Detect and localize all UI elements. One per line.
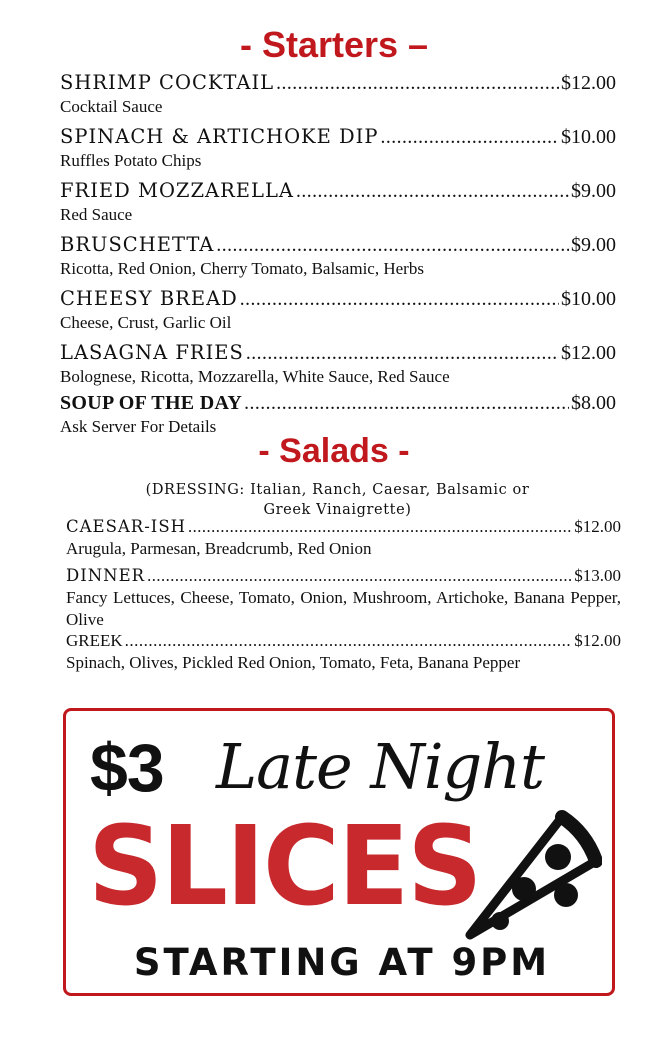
item-price: $9.00 [571,180,616,202]
dressing-note-line: Greek Vinaigrette) [263,502,412,518]
item-description: Red Sauce [60,205,133,224]
item-name: LASAGNA FRIES [60,341,244,364]
starters-list [60,70,616,444]
item-name: SPINACH & ARTICHOKE DIP [60,125,379,148]
dot-leader [296,179,569,205]
dot-leader [147,565,572,587]
dressing-note-line: (DRESSING: Italian, Ranch, Caesar, Balsamic or [145,482,530,498]
promo-script-text: Late Night [216,730,545,803]
menu-item [60,286,616,340]
dot-leader [246,341,559,367]
promo-start-time: STARTING AT 9PM [133,941,551,984]
dot-leader [276,71,559,97]
item-price: $10.00 [561,288,616,310]
item-description: Bolognese, Ricotta, Mozzarella, White Sauce, Red Sauce [60,367,450,386]
menu-item [60,124,616,178]
promo-headline: SLICES [88,802,481,930]
dot-leader [244,391,569,417]
menu-item [60,232,616,286]
item-description: Cocktail Sauce [60,97,163,116]
item-name: SOUP OF THE DAY [60,392,243,414]
pizza-slice-icon [462,803,602,943]
item-price: $12.00 [574,631,621,650]
menu-item [60,340,616,390]
item-description: Ricotta, Red Onion, Cherry Tomato, Balsamic, Herbs [60,259,424,278]
late-night-slices-promo [63,708,615,996]
item-description: Arugula, Parmesan, Breadcrumb, Red Onion [66,539,372,558]
item-name: DINNER [66,566,146,585]
dot-leader [381,125,559,151]
menu-item [66,516,621,560]
item-price: $13.00 [574,566,621,585]
item-price: $8.00 [571,392,616,414]
menu-item [60,70,616,124]
item-price: $10.00 [561,126,616,148]
menu-item [66,565,621,631]
item-description: Ruffles Potato Chips [60,151,202,170]
item-price: $12.00 [561,72,616,94]
item-description: Cheese, Crust, Garlic Oil [60,313,232,332]
starters-heading: - Starters – [239,24,429,65]
menu-item [60,178,616,232]
dot-leader [216,233,569,259]
dot-leader [125,630,573,652]
item-name: CAESAR-ISH [66,517,187,536]
item-name: CHEESY BREAD [60,287,238,310]
item-description: Fancy Lettuces, Cheese, Tomato, Onion, Mushroom, Artichoke, Banana Pepper, Olive [66,588,621,629]
promo-price: $3 [90,730,164,806]
item-name: GREEK [66,631,123,650]
dot-leader [188,516,572,538]
item-description: Ask Server For Details [60,417,217,436]
salads-heading: - Salads - [258,432,410,470]
item-name: SHRIMP COCKTAIL [60,71,275,94]
salads-list [66,516,621,679]
item-description: Spinach, Olives, Pickled Red Onion, Tomato, Feta, Banana Pepper [66,653,521,672]
item-name: FRIED MOZZARELLA [60,179,295,202]
item-price: $12.00 [574,517,621,536]
dressing-note [110,480,565,520]
item-price: $12.00 [561,342,616,364]
dot-leader [240,287,559,313]
item-price: $9.00 [571,234,616,256]
item-name: BRUSCHETTA [60,233,215,256]
menu-item [66,630,621,674]
